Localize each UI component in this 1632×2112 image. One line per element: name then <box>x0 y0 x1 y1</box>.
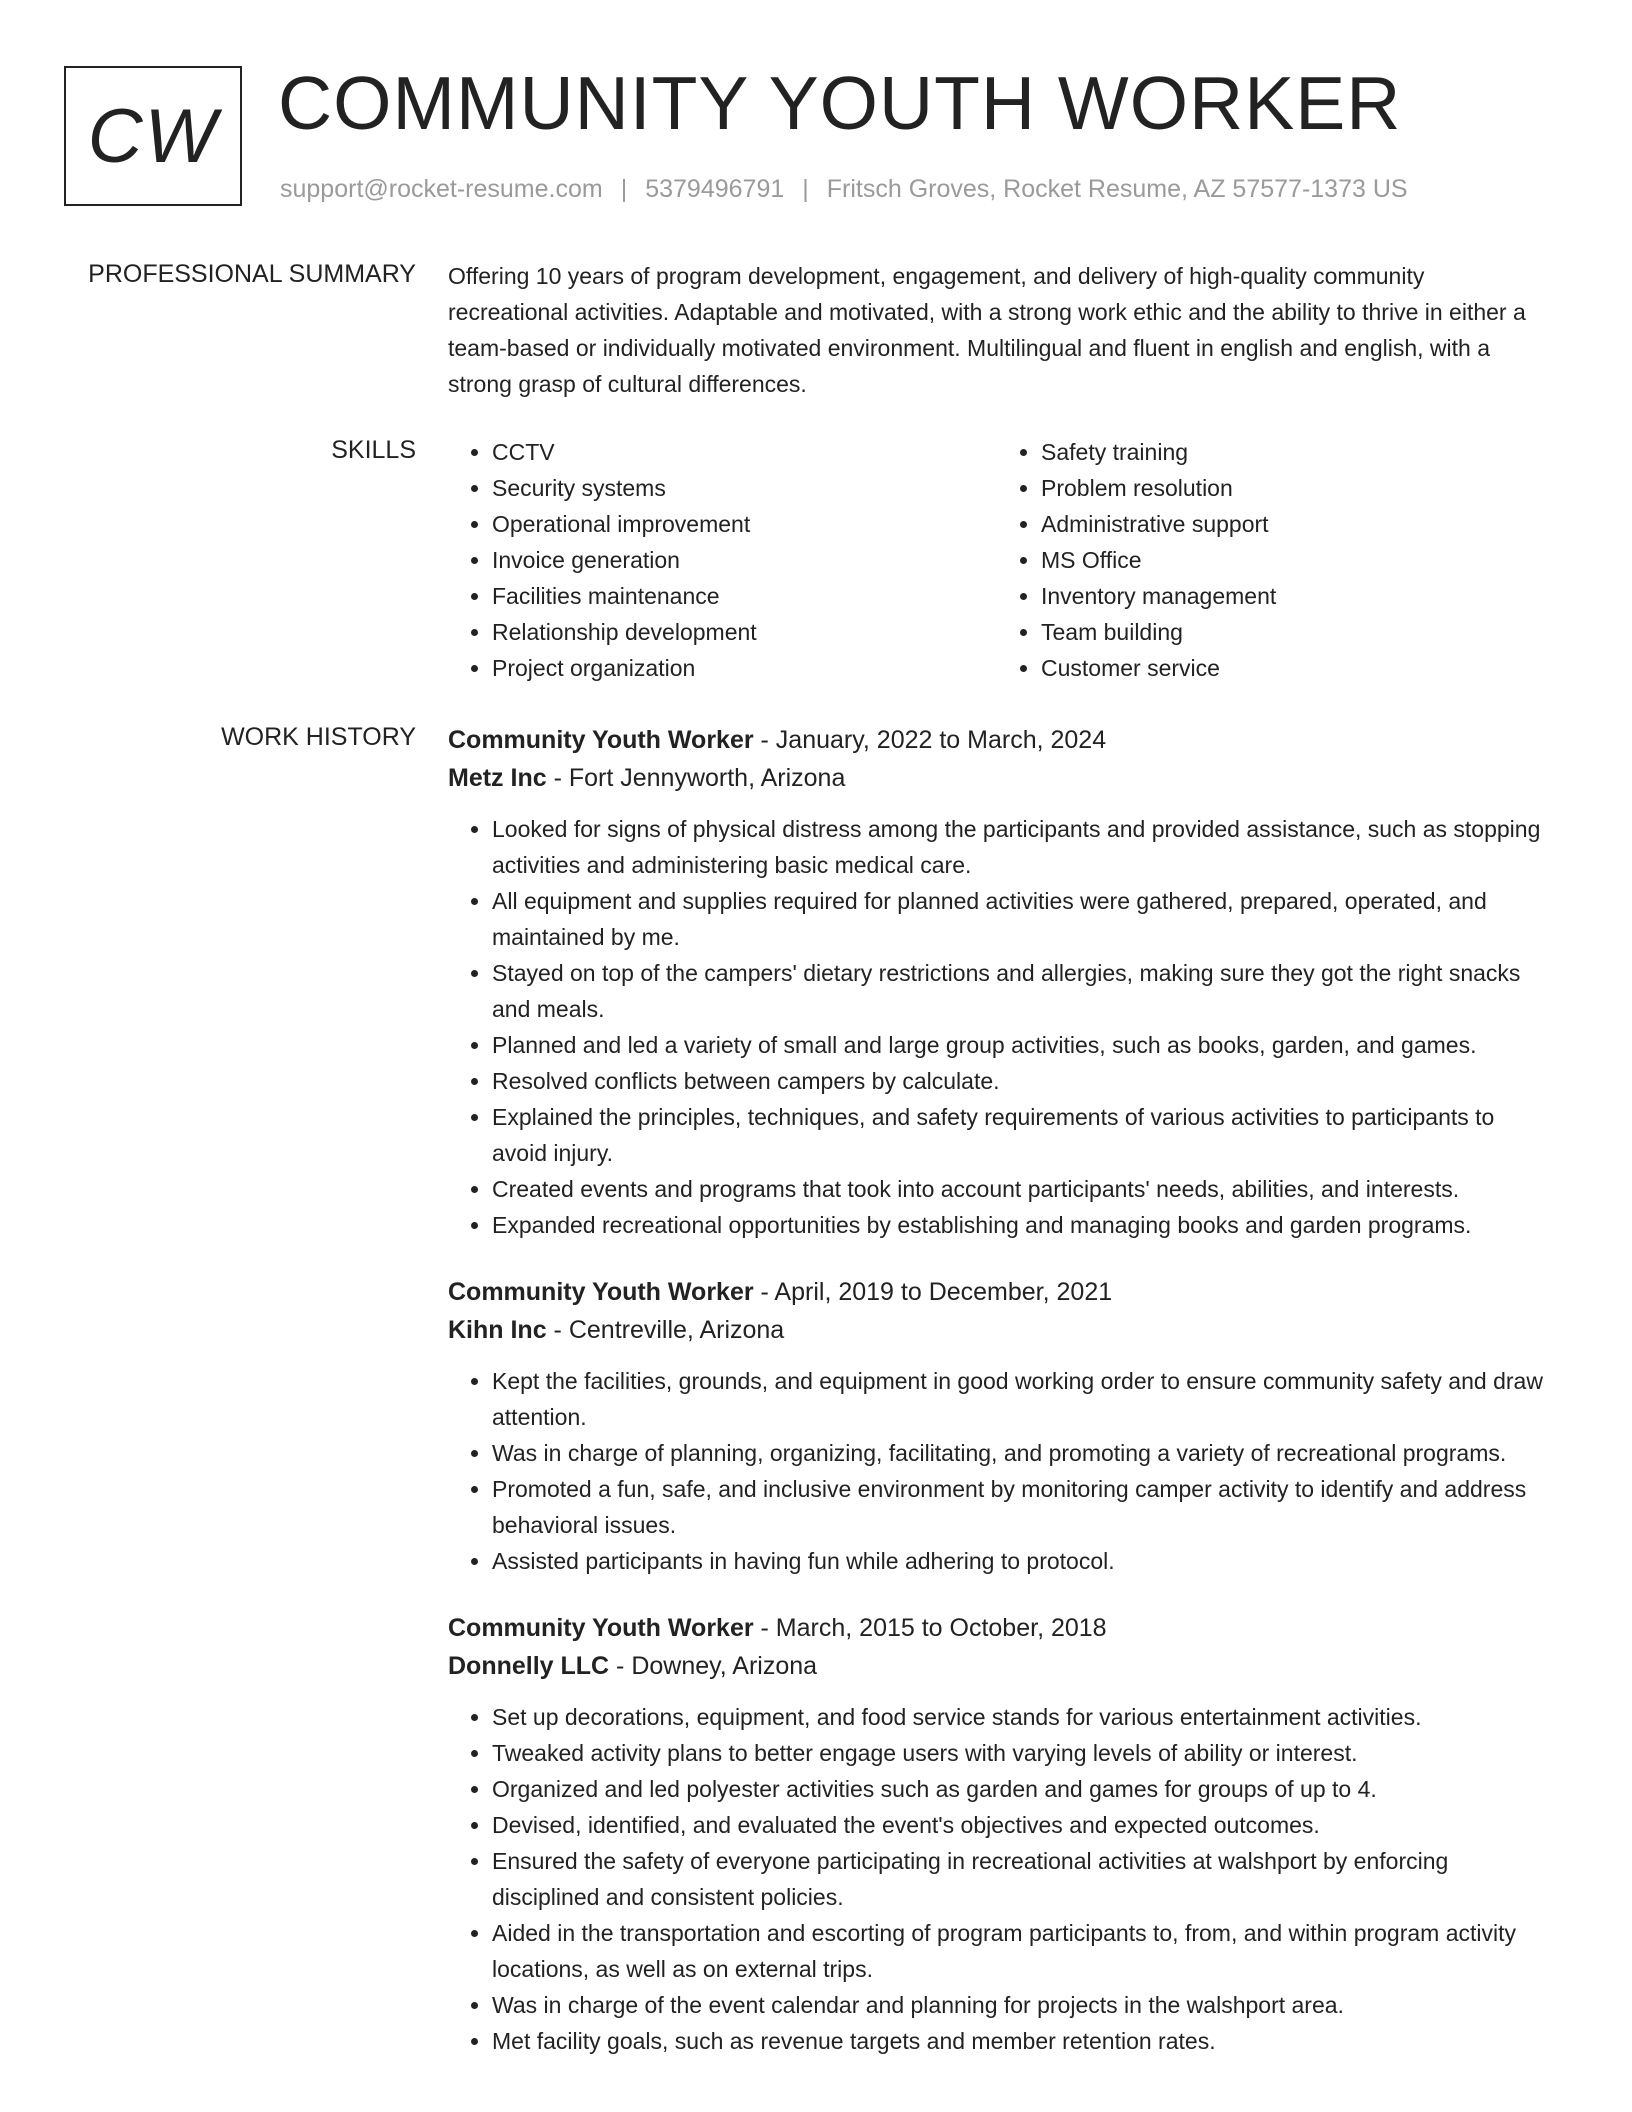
skill-item: • CCTV <box>492 434 997 470</box>
skills-columns <box>448 434 1548 686</box>
skill-item: • Facilities maintenance <box>492 578 997 614</box>
contact-separator: | <box>620 175 628 203</box>
job-role: Community Youth Worker <box>448 1278 754 1306</box>
skills-list-left <box>448 434 997 686</box>
job-entry <box>448 721 1548 1243</box>
job-bullet: • Was in charge of the event calendar and planning for projects in the walshport area. <box>492 1987 1548 2023</box>
job-role: Community Youth Worker <box>448 726 754 754</box>
skill-item: • Relationship development <box>492 614 997 650</box>
job-bullet: • Looked for signs of physical distress among the participants and provided assistance, such as stopping activities and administering basic medical care. <box>492 811 1548 883</box>
job-header <box>448 1609 1548 1647</box>
contact-phone[interactable]: 5379496791 <box>645 175 785 203</box>
job-location: - Centreville, Arizona <box>546 1316 785 1344</box>
job-header <box>448 721 1548 759</box>
job-bullet: • Aided in the transportation and escorting of program participants to, from, and within program activity locations, as well as on external trips. <box>492 1915 1548 1987</box>
job-bullet: • Set up decorations, equipment, and food service stands for various entertainment activities. <box>492 1699 1548 1735</box>
job-bullet: • Stayed on top of the campers' dietary restrictions and allergies, making sure they got the right snacks and meals. <box>492 955 1548 1027</box>
contact-separator: | <box>802 175 809 203</box>
job-company: Donnelly LLC <box>448 1652 610 1680</box>
contact-line <box>280 175 1408 204</box>
job-bullet: • Organized and led polyester activities such as garden and games for groups of up to 4. <box>492 1771 1548 1807</box>
job-bullet: • Promoted a fun, safe, and inclusive environment by monitoring camper activity to identify and address behavioral issues. <box>492 1471 1548 1543</box>
job-employer <box>448 1647 1548 1685</box>
job-dates: - April, 2019 to December, 2021 <box>753 1278 1113 1306</box>
skills-heading: SKILLS <box>331 436 416 464</box>
job-bullet: • Devised, identified, and evaluated the event's objectives and expected outcomes. <box>492 1807 1548 1843</box>
skill-item: • Project organization <box>492 650 997 686</box>
job-bullet: • Assisted participants in having fun while adhering to protocol. <box>492 1543 1548 1579</box>
job-location: - Fort Jennyworth, Arizona <box>546 764 846 792</box>
skill-item: • Problem resolution <box>1041 470 1546 506</box>
summary-section <box>64 258 1564 402</box>
job-employer <box>448 1311 1548 1349</box>
work-history-heading: WORK HISTORY <box>221 723 416 751</box>
job-bullet: • Explained the principles, techniques, and safety requirements of various activities to participants to avoid injury. <box>492 1099 1548 1171</box>
monogram <box>64 66 242 206</box>
skill-item: • Customer service <box>1041 650 1546 686</box>
skill-item: • Team building <box>1041 614 1546 650</box>
job-bullet: • Ensured the safety of everyone participating in recreational activities at walshport by enforcing disciplined and consistent policies. <box>492 1843 1548 1915</box>
job-location: - Downey, Arizona <box>609 1652 818 1680</box>
skill-item: • Safety training <box>1041 434 1546 470</box>
skill-item: • Invoice generation <box>492 542 997 578</box>
job-bullet: • Resolved conflicts between campers by calculate. <box>492 1063 1548 1099</box>
job-bullet: • Kept the facilities, grounds, and equipment in good working order to ensure community safety and draw attention. <box>492 1363 1548 1435</box>
job-company: Kihn Inc <box>448 1316 547 1344</box>
skill-item: • Security systems <box>492 470 997 506</box>
work-history-section <box>64 721 1564 2089</box>
monogram-initials: CW <box>87 93 219 179</box>
job-bullet: • Met facility goals, such as revenue targets and member retention rates. <box>492 2023 1548 2059</box>
job-bullet: • Expanded recreational opportunities by establishing and managing books and garden programs. <box>492 1207 1548 1243</box>
job-header <box>448 1273 1548 1311</box>
summary-text: Offering 10 years of program development, engagement, and delivery of high-quality community recreational activities. Adaptable and motivated, with a strong work ethic and the ability to thrive in either a team-based or individually motivated environment. Multilingual and fluent in english and english, with a strong grasp of cultural differences. <box>448 263 1526 397</box>
job-bullets <box>448 811 1548 1243</box>
job-bullet: • Tweaked activity plans to better engage users with varying levels of ability or interest. <box>492 1735 1548 1771</box>
skills-section <box>64 434 1564 686</box>
summary-heading: PROFESSIONAL SUMMARY <box>88 260 416 288</box>
job-dates: - March, 2015 to October, 2018 <box>753 1614 1107 1642</box>
job-role: Community Youth Worker <box>448 1614 754 1642</box>
job-bullet: • Created events and programs that took into account participants' needs, abilities, and interests. <box>492 1171 1548 1207</box>
contact-address: Fritsch Groves, Rocket Resume, AZ 57577-1373 US <box>826 175 1408 203</box>
job-company: Metz Inc <box>448 764 547 792</box>
contact-email[interactable]: support@rocket-resume.com <box>280 175 603 203</box>
resume-name: COMMUNITY YOUTH WORKER <box>278 61 1402 145</box>
skill-item: • Administrative support <box>1041 506 1546 542</box>
job-bullet: • Was in charge of planning, organizing, facilitating, and promoting a variety of recreational programs. <box>492 1435 1548 1471</box>
job-employer <box>448 759 1548 797</box>
skills-list-right <box>997 434 1546 686</box>
skill-item: • MS Office <box>1041 542 1546 578</box>
skill-item: • Inventory management <box>1041 578 1546 614</box>
job-dates: - January, 2022 to March, 2024 <box>753 726 1107 754</box>
job-bullets <box>448 1699 1548 2059</box>
job-entry <box>448 1609 1548 2059</box>
job-entry <box>448 1273 1548 1579</box>
job-bullets <box>448 1363 1548 1579</box>
skill-item: • Operational improvement <box>492 506 997 542</box>
job-bullet: • Planned and led a variety of small and large group activities, such as books, garden, and games. <box>492 1027 1548 1063</box>
job-bullet: • All equipment and supplies required for planned activities were gathered, prepared, operated, and maintained by me. <box>492 883 1548 955</box>
